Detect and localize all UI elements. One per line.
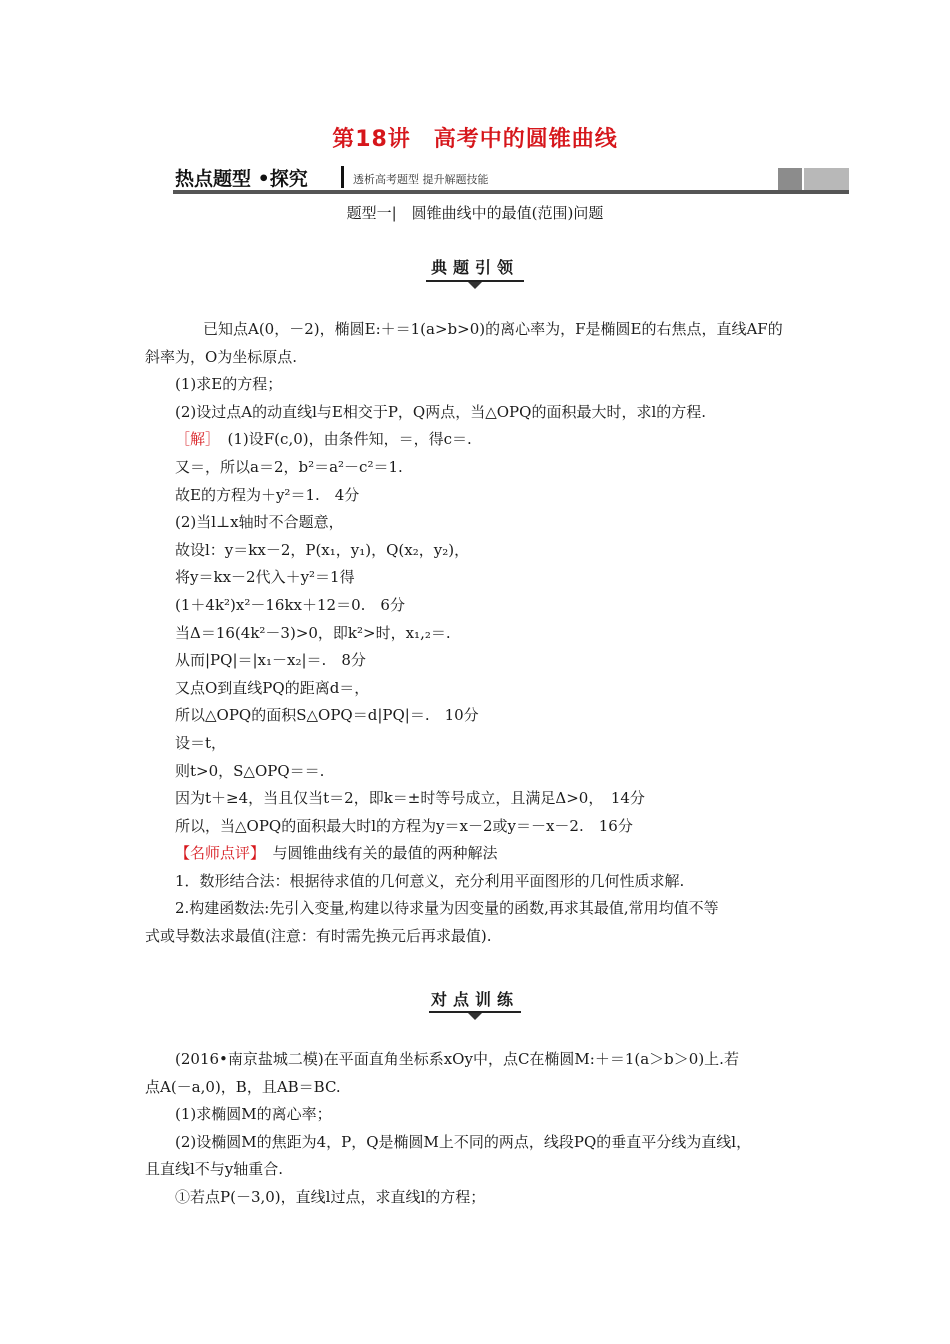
example-problem <box>145 316 805 951</box>
triangle-marker-icon <box>468 282 482 289</box>
problem-line: (2)设椭圆M的焦距为4，P，Q是椭圆M上不同的两点，线段PQ的垂直平分线为直线l， <box>175 1132 752 1151</box>
comment-tag: 【名师点评】 <box>175 844 258 863</box>
problem-type-heading: 题型一| 圆锥曲线中的最值(范围)问题 <box>346 204 604 222</box>
problem-line: (1)求椭圆M的离心率； <box>175 1105 332 1124</box>
banner-block-light <box>804 168 849 190</box>
solution-line: (1)设F(c,0)，由条件知，＝，得c＝. <box>227 430 472 449</box>
solution-line: 从而|PQ|＝|x₁－x₂|＝. 8分 <box>175 651 366 670</box>
banner-divider <box>341 166 344 188</box>
section-banner <box>173 164 849 194</box>
comment-title: 与圆锥曲线有关的最值的两种解法 <box>272 844 498 863</box>
solution-line: 故设l：y＝kx－2，P(x₁，y₁)，Q(x₂，y₂)， <box>175 540 470 559</box>
banner-rule <box>173 190 849 194</box>
banner-block-dark <box>778 168 802 190</box>
comment-line: 1．数形结合法：根据待求值的几何意义，充分利用平面图形的几何性质求解. <box>175 871 685 890</box>
solution-line: (2)当l⊥x轴时不合题意， <box>175 513 344 532</box>
banner-subtitle: 透析高考题型 提升解题技能 <box>353 173 489 186</box>
problem-line: (2016•南京盐城二模)在平面直角坐标系xOy中，点C在椭圆M:＋＝1(a＞b＞0)上.若 <box>175 1050 739 1068</box>
solution-line: 因为t＋≥4，当且仅当t＝2，即k＝±时等号成立，且满足Δ>0， 14分 <box>175 789 645 808</box>
solution-line: 设＝t， <box>175 733 227 752</box>
solution-line: 则t>0，S△OPQ＝＝. <box>175 761 325 780</box>
problem-line: 且直线l不与y轴重合. <box>145 1160 284 1179</box>
solution-line: 所以，当△OPQ的面积最大时l的方程为y＝x－2或y＝－x－2. 16分 <box>175 816 633 835</box>
solution-line: 又＝，所以a＝2，b²＝a²－c²＝1. <box>175 457 403 476</box>
page-title: 第18讲 高考中的圆锥曲线 <box>332 127 618 152</box>
solution-line: 故E的方程为＋y²＝1. 4分 <box>175 485 360 504</box>
problem-line: ①若点P(－3,0)，直线l过点，求直线l的方程； <box>175 1187 486 1206</box>
banner-heading: 热点题型 •探究 <box>175 168 308 190</box>
comment-line: 2.构建函数法:先引入变量,构建以待求量为因变量的函数,再求其最值,常用均值不等 <box>175 899 719 918</box>
comment-line: 式或导数法求最值(注意：有时需先换元后再求最值). <box>145 927 492 946</box>
problem-line: 斜率为，O为坐标原点. <box>145 347 298 366</box>
problem-line: (1)求E的方程； <box>175 375 283 394</box>
solution-line: (1＋4k²)x²－16kx＋12＝0. 6分 <box>175 595 405 614</box>
problem-line: 点A(－a,0)，B，且AB＝BC. <box>145 1077 341 1096</box>
solution-tag: ［解］ <box>175 430 213 449</box>
solution-line: 当Δ＝16(4k²－3)>0，即k²>时，x₁,₂＝. <box>175 623 451 642</box>
problem-line: (2)设过点A的动直线l与E相交于P，Q两点，当△OPQ的面积最大时，求l的方程. <box>175 402 707 421</box>
section-label-practice: 对点训练 <box>430 990 519 1009</box>
practice-problem <box>145 1046 805 1212</box>
solution-line: 又点O到直线PQ的距离d＝， <box>175 678 370 697</box>
triangle-marker-icon <box>468 1013 482 1020</box>
solution-line: 所以△OPQ的面积S△OPQ＝d|PQ|＝. 10分 <box>175 706 479 725</box>
solution-line: 将y＝kx－2代入＋y²＝1得 <box>175 568 355 587</box>
problem-line: 已知点A(0，－2)，椭圆E:＋＝1(a>b>0)的离心率为，F是椭圆E的右焦点，直线AF的 <box>203 320 783 338</box>
section-label-example: 典题引领 <box>430 258 519 277</box>
